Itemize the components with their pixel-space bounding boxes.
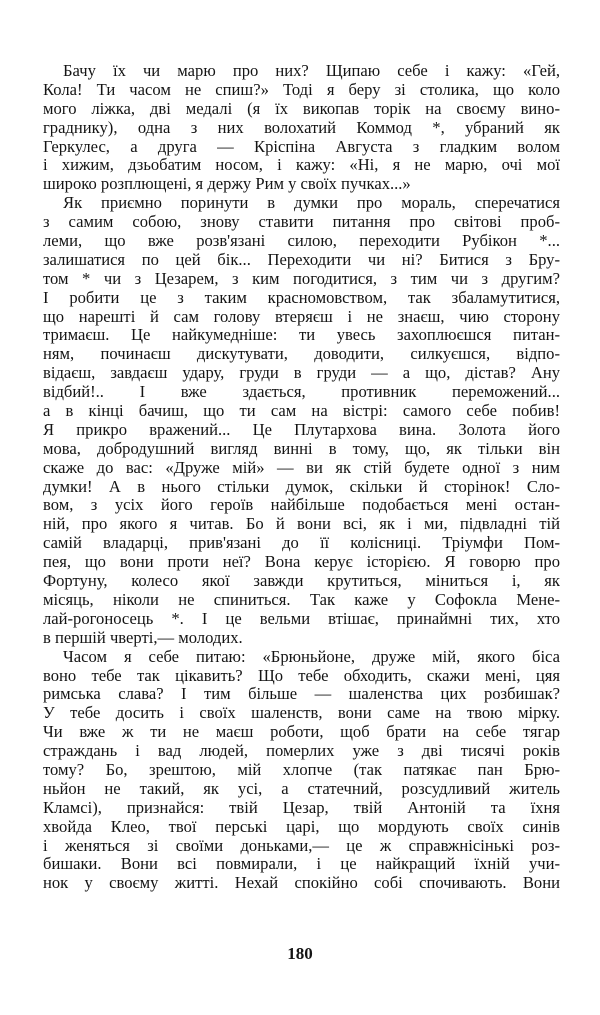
text-line: а в кінці бачиш, що ти сам на вістрі: самого себе побив!: [43, 401, 560, 421]
paragraph: [43, 62, 560, 194]
text-line: лай-рогоносець *. І це вельми втішає, принаймні тих, хто: [43, 608, 560, 628]
text-line: пея, що вони проти неї? Вона керує історією. Я говорю про: [43, 552, 560, 572]
text-line: Чи вже ж ти не маєш роботи, щоб брати на себе тягар: [43, 722, 560, 742]
text-line: відаєш, завдаєш удару, груди в груди — а що, дістав? Ану: [43, 363, 560, 383]
text-line: Бачу їх чи марю про них? Щипаю себе і кажу: «Гей,: [63, 61, 560, 80]
text-line: і женяться зі своїми доньками,— це ж справжнісінькі роз-: [43, 835, 560, 855]
text-line: ньйон не такий, як усі, а статечний, розсудливий житель: [43, 778, 560, 798]
text-line: хвойда Клео, твої перські царі, що мордують своїх синів: [43, 816, 560, 836]
text-line: Часом я себе питаю: «Брюньйоне, друже мій, якого біса: [63, 646, 560, 666]
text-line: воно тебе так цікавить? Що тебе обходить, скажи мені, цяя: [43, 665, 560, 685]
text-line: мого ліжка, дві медалі (я їх викопав торік на своєму вино-: [43, 98, 560, 118]
text-line: нок у своєму житті. Нехай спокійно собі спочивають. Вони: [43, 873, 560, 893]
text-line: широко розплющені, я держу Рим у своїх пучках...»: [43, 174, 411, 194]
text-line: тому? Бо, зрештою, мій хлопче (так патякає пан Брю-: [43, 759, 560, 779]
text-line: місяць, ніколи не спиниться. Так каже у Софокла Мене-: [43, 589, 560, 609]
text-line: Геркулес, а друга — Кріспіна Августа з гладким волом: [43, 136, 560, 156]
text-line: залишатися по цей бік... Переходити чи ні? Битися з Бру-: [43, 249, 560, 269]
text-line: страждань і вад людей, померлих уже з дві тисячі років: [43, 741, 560, 761]
text-line: мова, добродушний вигляд винні в тому, що, як тільки він: [43, 438, 560, 458]
text-line: Фортуну, колесо якої завжди крутиться, міниться і, як: [43, 571, 560, 591]
text-line: ням, починаєш дискутувати, доводити, силкуєшся, відпо-: [43, 344, 560, 364]
text-line: Кламсі), признайся: твій Цезар, твій Антоній та їхня: [43, 797, 560, 817]
text-line: леми, що вже розв'язані силою, переходити Рубікон *...: [43, 231, 560, 251]
text-line: ній, про якого я читав. Бо й вони всі, як і ми, підвладні тій: [43, 514, 560, 534]
page-number: 180: [287, 944, 313, 963]
text-line: в першій чверті,— молодих.: [43, 627, 243, 647]
text-line: думки! А в нього стільки думок, скільки й сторінок! Сло-: [43, 476, 560, 496]
paragraph: [43, 648, 560, 894]
text-line: тримаєш. Це найкумедніше: ти увесь захоплюєшся питан-: [43, 325, 560, 345]
text-line: що нарешті й сам голову втеряєш і не знаєш, чию сторону: [43, 306, 560, 326]
text-line: граднику), одна з них волохатий Коммод *, убраний як: [43, 117, 560, 137]
text-line: У тебе досить і своїх шаленств, вони саме на твою мірку.: [43, 703, 560, 723]
text-line: скаже до вас: «Друже мій» — ви як стій будете одної з ним: [43, 457, 560, 477]
text-line: бишаки. Вони всі повмирали, і це найкращий їхній учи-: [43, 854, 560, 874]
text-line: відбий!.. І вже здається, противник переможений...: [43, 382, 560, 402]
paragraph: [43, 194, 560, 647]
text-line: римська слава? І тим більше — шаленства цих розбишак?: [43, 684, 560, 704]
page-body-text: [43, 62, 560, 893]
text-line: І робити це з таким красномовством, так збаламутитися,: [43, 287, 560, 307]
text-line: Я прикро вражений... Це Плутархова вина. Золота його: [43, 419, 560, 439]
text-line: том * чи з Цезарем, з ким погодитися, з тим чи з другим?: [43, 268, 560, 288]
text-line: і хижим, дзьобатим носом, і кажу: «Ні, я не марю, очі мої: [43, 155, 560, 175]
text-line: Кола! Ти часом не спиш?» Тоді я беру зі столика, що коло: [43, 79, 560, 99]
text-line: Як приємно поринути в думки про мораль, сперечатися: [63, 193, 560, 213]
text-line: самій владарці, прив'язані до її колісниці. Тріумфи Пом-: [43, 533, 560, 553]
text-line: з самим собою, знову ставити питання про світові проб-: [43, 212, 560, 232]
text-line: вом, з усіх його героїв найбільше подобається мені остан-: [43, 495, 560, 515]
